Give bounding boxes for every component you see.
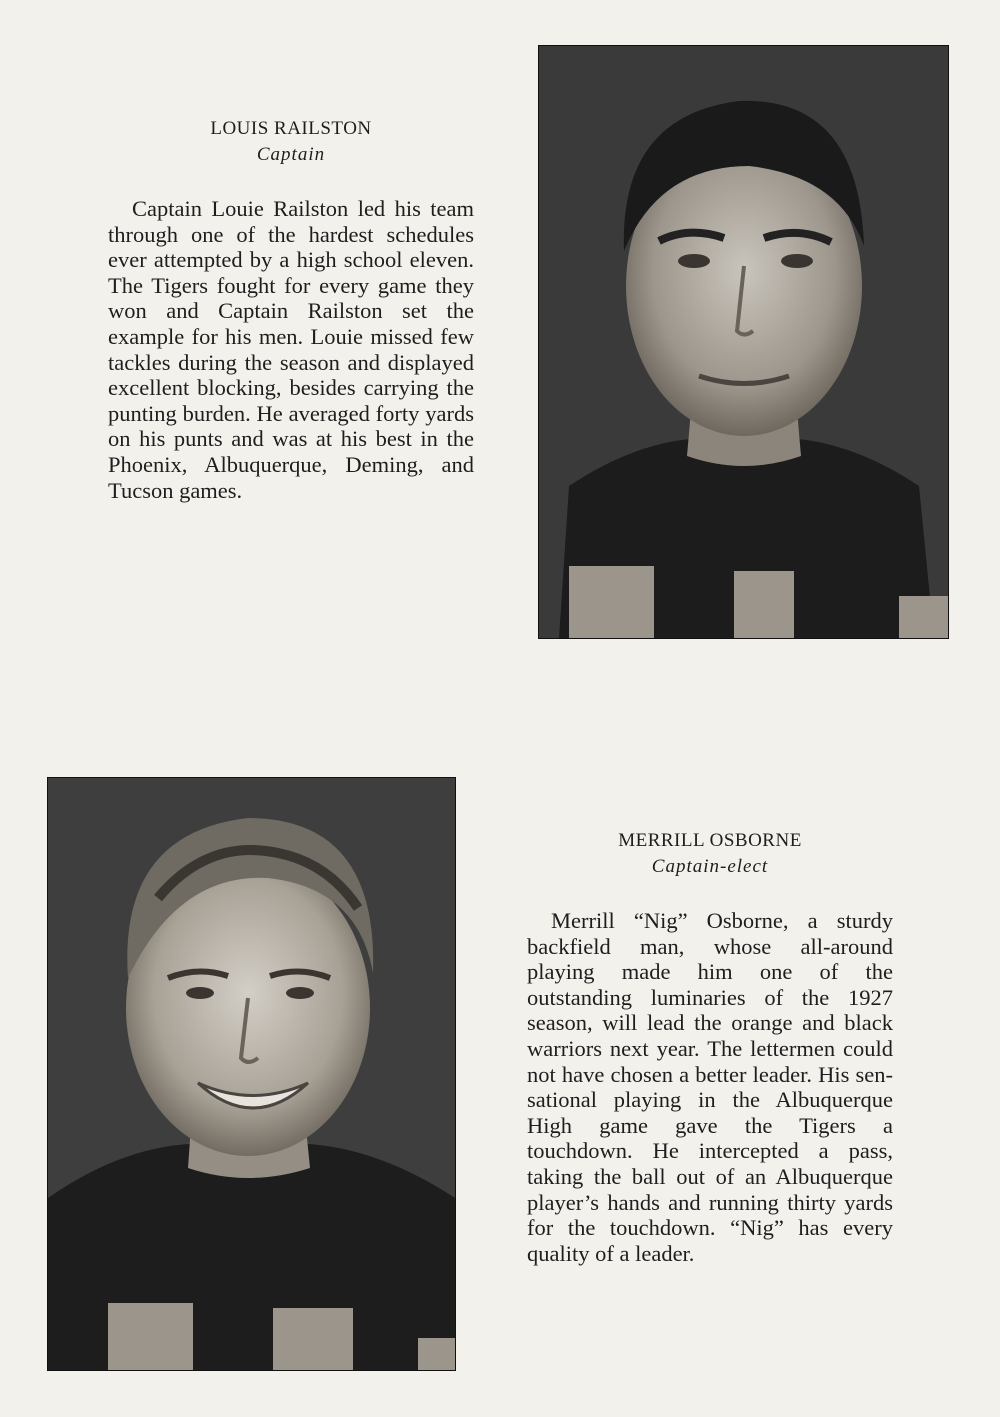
- player-bio: Captain Louie Railston led his team through one of the hardest schedules ever attempted by a high school eleven. The Tigers fought for every game they won and Captain Railston set the example for his men. Louie missed few tackles during the season and displayed excellent blocking, besides carrying the punting burden. He averaged forty yards on his punts and was at his best in the Phoenix, Albuquerque, Deming, and Tucson games.: [108, 196, 474, 503]
- portrait-railston-image: [539, 46, 948, 638]
- player-bio: Merrill “Nig” Osborne, a sturdy backfield man, whose all-around playing made him one of the outstanding luminaries of the 1927 season, will lead the orange and black warriors next year. The lettermen could not have chosen a better leader. His sensational playing in the Albuquerque High game gave the Tigers a touchdown. He intercepted a pass, taking the ball out of an Albuquerque player’s hands and running thirty yards for the touchdown. “Nig” has every quality of a leader.: [527, 908, 893, 1266]
- player-name: MERRILL OSBORNE: [618, 830, 802, 851]
- player-name: LOUIS RAILSTON: [210, 118, 372, 139]
- bio-block-osborne: [527, 830, 893, 1266]
- portrait-osborne-image: [48, 778, 455, 1370]
- portrait-photo-railston: [538, 45, 949, 639]
- player-role: Captain: [256, 144, 326, 165]
- player-role: Captain-elect: [651, 856, 769, 877]
- portrait-photo-osborne: [47, 777, 456, 1371]
- bio-block-railston: [108, 118, 474, 503]
